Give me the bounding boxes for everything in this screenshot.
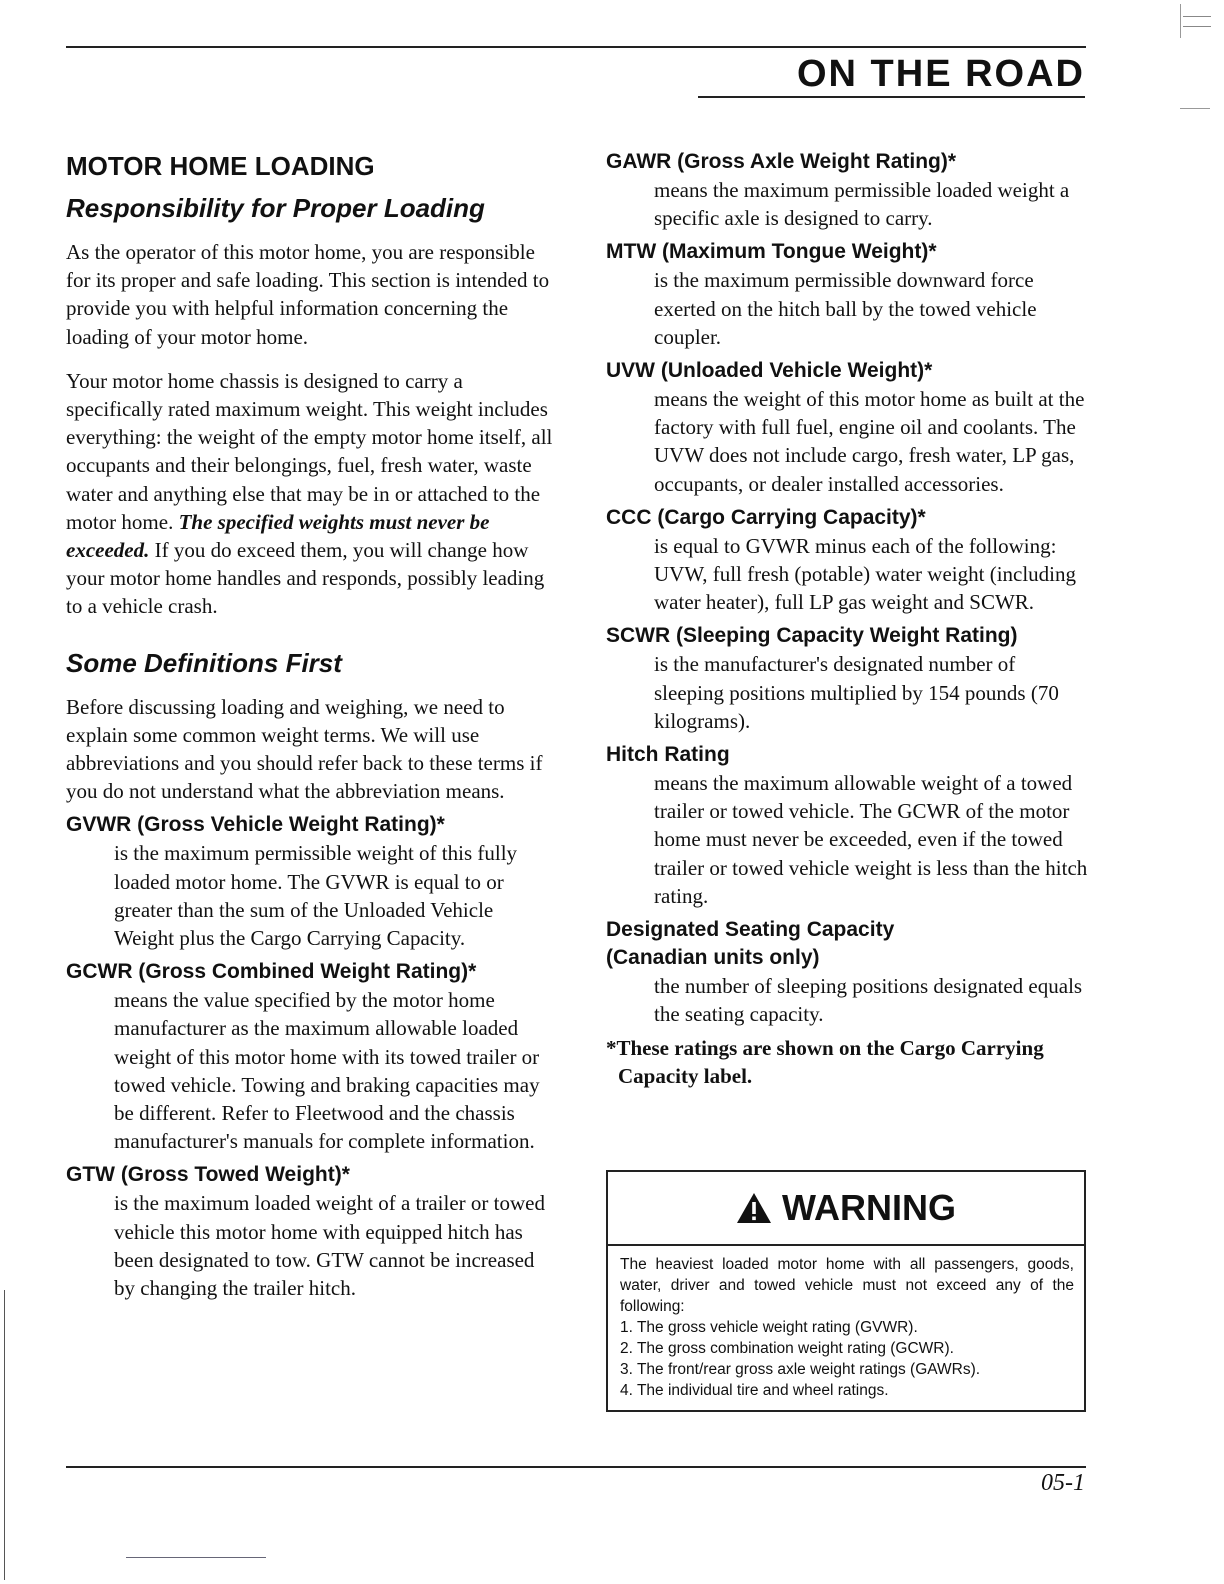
paragraph-chassis-end: If you do exceed them, you will change how your motor home handles and responds, possibly leading to a vehicle crash. [66,538,545,619]
warning-triangle-icon [736,1192,772,1224]
definition-term: Hitch Rating [606,743,730,767]
definition-term: GCWR (Gross Combined Weight Rating)* [66,960,477,984]
definition-text: is equal to GVWR minus each of the following: UVW, full fresh (potable) water weight (including water heater), full LP gas weight and SCWR. [654,533,1077,615]
paragraph-definitions-intro: Before discussing loading and weighing, we need to explain some common weight terms. We will use abbreviations and you should refer back to these terms if you do not understand what the abbreviation means. [66,694,543,804]
subsection-heading-responsibility: Responsibility for Proper Loading [66,193,485,223]
definition-text: means the weight of this motor home as built at the factory with full fuel, engine oil and coolants. The UVW does not include cargo, fresh water, LP gas, occupants, or dealer installed accessories. [654,387,1085,496]
scan-edge-mark [1180,108,1210,109]
definition-term: GAWR (Gross Axle Weight Rating)* [606,150,957,173]
definition-text: means the value specified by the motor home manufacturer as the maximum allowable loaded weight of this motor home with its towed trailer or towed vehicle. Towing and braking capacities may be different. Refer to Fleetwood and the chassis manufacturer's manuals for complete information. [114,988,540,1154]
definition-term: Designated Seating Capacity (Canadian units only) [606,918,895,970]
definition-text: is the manufacturer's designated number of sleeping positions multiplied by 154 pounds (70 kilograms). [654,652,1059,733]
definition-term: MTW (Maximum Tongue Weight)* [606,240,937,264]
warning-label: WARNING [782,1187,956,1228]
warning-list-item: 3. The front/rear gross axle weight ratings (GAWRs). [620,1361,981,1378]
warning-list [620,1317,1074,1401]
warning-header [608,1172,1084,1246]
warning-box [606,1170,1086,1412]
definition-text: means the maximum permissible loaded weight a specific axle is designed to carry. [654,178,1070,231]
left-column [66,140,556,1308]
page-number: 05-1 [1041,1470,1085,1496]
definition-uvw [606,357,1090,498]
header-underline [698,96,1085,98]
top-rule [66,46,1086,48]
scan-edge-line [4,1290,5,1580]
definition-text: is the maximum loaded weight of a trailer or towed vehicle this motor home with equipped hitch has been designated to tow. GTW cannot be increased by changing the trailer hitch. [114,1191,545,1301]
definition-term: GTW (Gross Towed Weight)* [66,1163,350,1187]
definition-ccc [606,504,1090,617]
scan-edge-line [126,1557,266,1558]
paragraph-responsibility: As the operator of this motor home, you are responsible for its proper and safe loading. This section is intended to provide you with helpful information concerning the loading of your motor home. [66,240,550,349]
definition-term: UVW (Unloaded Vehicle Weight)* [606,359,933,383]
definition-text: is the maximum permissible weight of this fully loaded motor home. The GVWR is equal to or greater than the sum of the Unloaded Vehicle Weight plus the Cargo Carrying Capacity. [114,841,518,951]
definition-text: is the maximum permissible downward force exerted on the hitch ball by the towed vehicle coupler. [654,268,1037,349]
definition-hitch-rating [606,741,1090,910]
paragraph-chassis [66,367,556,621]
warning-list-item: 2. The gross combination weight rating (GCWR). [620,1340,954,1357]
definition-term: CCC (Cargo Carrying Capacity)* [606,505,926,529]
paragraph-chassis-start: Your motor home chassis is designed to carry a specifically rated maximum weight. This weight includes everything: the weight of the empty motor home itself, all occupants and their belongings, fuel, fresh water, waste water and anything else that may be in or attached to the motor home. [66,368,553,534]
subsection-heading-definitions: Some Definitions First [66,647,342,678]
warning-intro: The heaviest loaded motor home with all passengers, goods, water, driver and towed vehicle must not exceed any of the following: [620,1256,1074,1315]
warning-body [608,1246,1084,1401]
page-header-title: ON THE ROAD [797,53,1085,95]
definition-text: means the maximum allowable weight of a towed trailer or towed vehicle. The GCWR of the motor home must never be exceeded, even if the towed trailer or towed vehicle weight is less than the hitch rating. [654,771,1088,908]
definition-gawr [606,148,1090,232]
ratings-label-note: *These ratings are shown on the Cargo Carrying Capacity label. [606,1036,1044,1089]
paragraph-chassis-emphasis: The specified weights must never be exceeded. [66,509,490,563]
warning-list-item: 4. The individual tire and wheel ratings. [620,1382,889,1399]
definition-term: SCWR (Sleeping Capacity Weight Rating) [606,624,1018,648]
section-title: MOTOR HOME LOADING [66,151,375,181]
definition-gtw [66,1161,556,1302]
definition-mtw [606,238,1090,351]
bottom-rule [66,1466,1086,1468]
definition-text: the number of sleeping positions designated equals the seating capacity. [654,974,1083,1027]
warning-list-item: 1. The gross vehicle weight rating (GVWR). [620,1319,918,1336]
scan-edge-mark [1180,4,1213,38]
definition-term: GVWR (Gross Vehicle Weight Rating)* [66,813,445,837]
right-column [606,148,1090,1090]
definition-gvwr [66,811,556,952]
definition-gcwr [66,958,556,1155]
definition-scwr [606,622,1090,735]
definition-seating-capacity [606,916,1090,1028]
